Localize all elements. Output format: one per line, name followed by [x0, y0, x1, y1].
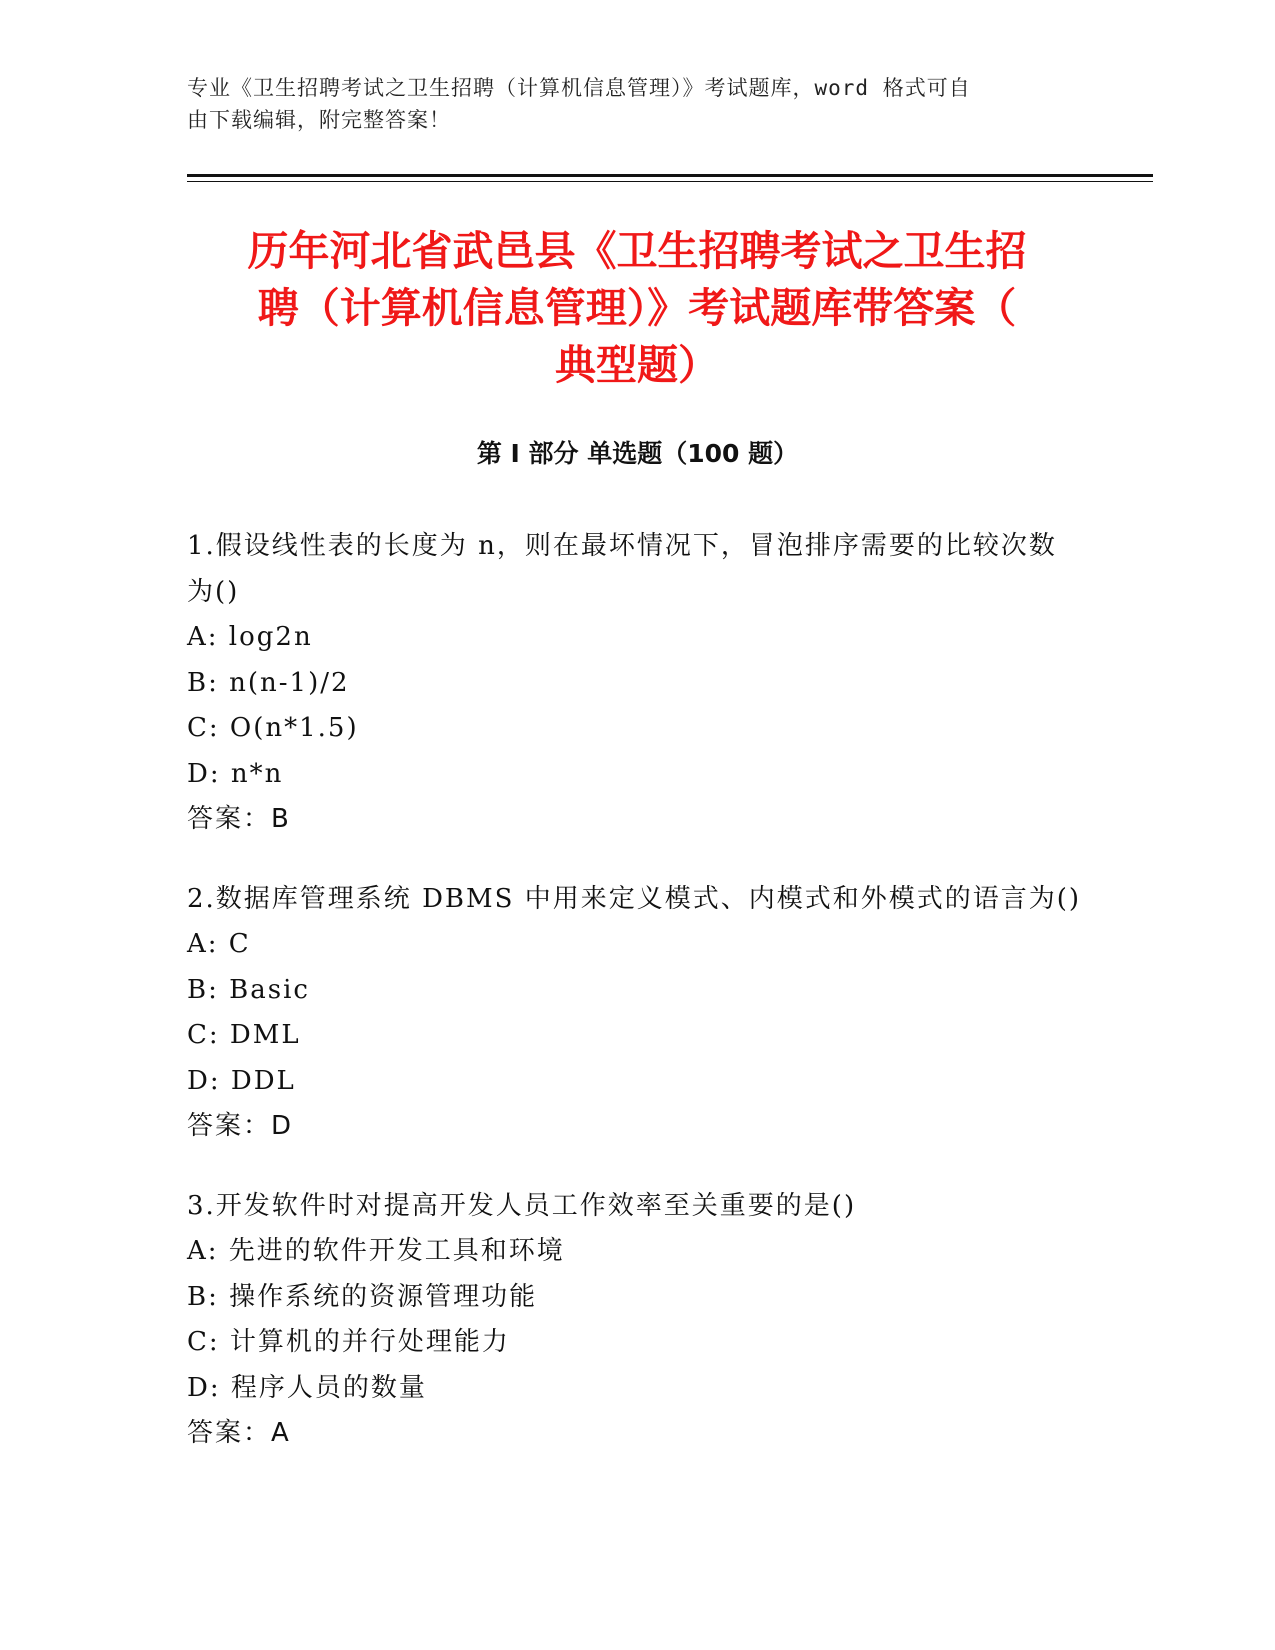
question-1: [187, 524, 1087, 843]
answer-label: 答案：: [187, 1418, 272, 1448]
answer-label: 答案：: [187, 1111, 272, 1141]
answer-value: D: [271, 1111, 292, 1141]
header-note-line: 由下载编辑，附完整答案！: [187, 108, 451, 132]
question-list: [187, 524, 1087, 1491]
option-d: D: 程序人员的数量: [187, 1372, 427, 1403]
answer-line: [187, 797, 1087, 843]
option-d: D: n*n: [187, 758, 284, 789]
answer-value: B: [271, 804, 289, 834]
question-2: [187, 877, 1087, 1150]
question-stem: 3.开发软件时对提高开发人员工作效率至关重要的是(): [187, 1190, 857, 1221]
option-d: D: DDL: [187, 1065, 296, 1096]
document-title: [187, 223, 1087, 394]
header-note-line: 专业《卫生招聘考试之卫生招聘（计算机信息管理）》考试题库，word 格式可自: [187, 76, 971, 100]
option-a: A: log2n: [187, 622, 313, 652]
answer-label: 答案：: [187, 804, 272, 834]
title-line: 典型题）: [555, 341, 719, 389]
title-line: 历年河北省武邑县《卫生招聘考试之卫生招: [247, 227, 1027, 275]
answer-line: [187, 1411, 1087, 1457]
question-stem-continued: 为(): [187, 576, 240, 607]
header-divider: [187, 174, 1153, 177]
title-line: 聘（计算机信息管理）》考试题库带答案（: [257, 284, 1017, 332]
question-stem: 2.数据库管理系统 DBMS 中用来定义模式、内模式和外模式的语言为(): [187, 883, 1082, 914]
header-note: [187, 72, 1067, 136]
option-b: B: 操作系统的资源管理功能: [187, 1281, 538, 1312]
question-3: [187, 1184, 1087, 1457]
option-c: C: O(n*1.5): [187, 713, 359, 743]
option-b: B: n(n-1)/2: [187, 667, 350, 698]
question-stem: 1.假设线性表的长度为 n，则在最坏情况下，冒泡排序需要的比较次数: [187, 531, 1057, 561]
section-heading: 第 I 部分 单选题（100 题）: [476, 439, 799, 468]
option-a: A: C: [187, 929, 251, 959]
answer-line: [187, 1104, 1087, 1150]
option-c: C: DML: [187, 1020, 301, 1050]
header-divider-thin: [187, 181, 1153, 182]
option-a: A: 先进的软件开发工具和环境: [187, 1236, 565, 1266]
option-c: C: 计算机的并行处理能力: [187, 1327, 510, 1357]
option-b: B: Basic: [187, 974, 310, 1005]
answer-value: A: [271, 1418, 289, 1448]
